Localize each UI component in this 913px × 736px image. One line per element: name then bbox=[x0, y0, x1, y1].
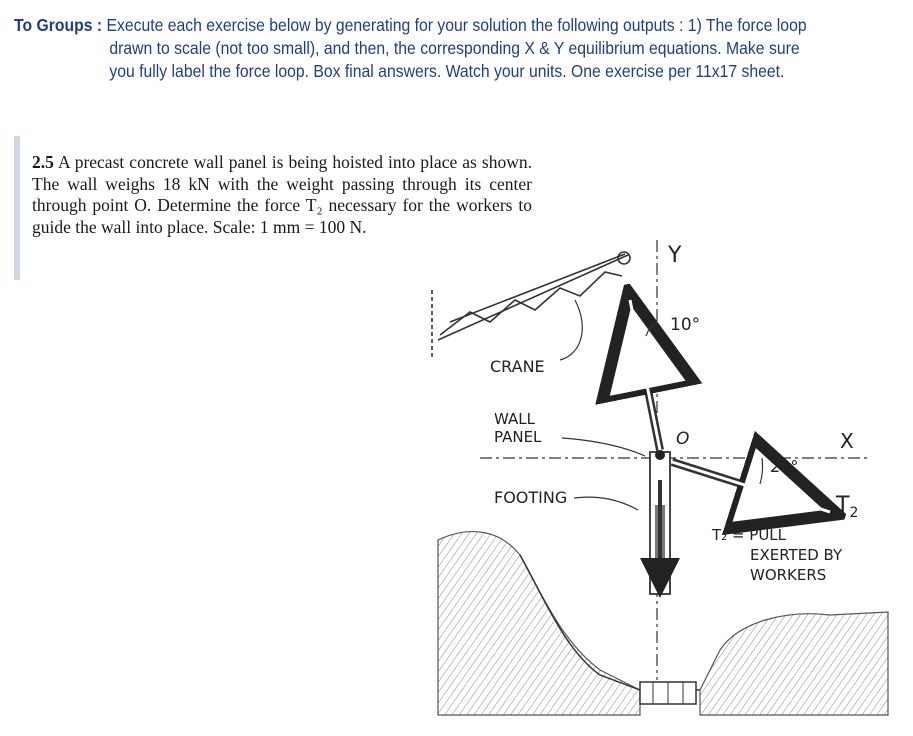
panel-label: PANEL bbox=[494, 428, 542, 446]
angle-top-label: 10° bbox=[670, 315, 701, 335]
instructions-line-2: drawn to scale (not too small), and then, the corresponding X & Y equilibrium equations. Make sure bbox=[109, 38, 800, 58]
angle-arc-top bbox=[646, 322, 657, 336]
x-axis-label: X bbox=[840, 429, 854, 453]
wall-label: WALL bbox=[494, 410, 535, 428]
problem-number: 2.5 bbox=[32, 152, 54, 172]
ground-right bbox=[700, 612, 888, 715]
t2-label bbox=[835, 493, 858, 521]
problem-body: A precast concrete wall panel is being hoisted into place as shown. The wall weighs 18 kN with the weight passing through its center through point O. Determine the force T₂ necessary for the workers to guide the wall into place. Scale: 1 mm = 100 N. bbox=[32, 152, 532, 237]
note-line-1: T₂ = PULL bbox=[712, 526, 787, 544]
instructions-line-1: Execute each exercise below by generating for your solution the following outputs : 1) The force loop bbox=[106, 15, 807, 35]
t2-letter: T bbox=[836, 493, 850, 518]
note-line-2: EXERTED BY bbox=[750, 546, 843, 564]
point-o-label: O bbox=[676, 429, 690, 449]
ground-left bbox=[438, 532, 640, 715]
angle-arc-right bbox=[760, 458, 763, 484]
t2-subscript: 2 bbox=[849, 505, 859, 521]
crane-boom bbox=[432, 252, 630, 360]
instructions-label: To Groups : bbox=[14, 15, 103, 35]
crane-leader bbox=[560, 300, 582, 360]
point-o bbox=[655, 450, 665, 460]
note-line-3: WORKERS bbox=[750, 566, 827, 584]
footing-label: FOOTING bbox=[494, 488, 568, 507]
y-axis-label: Y bbox=[668, 243, 682, 268]
crane-label: CRANE bbox=[490, 357, 545, 376]
angle-right-label: 20° bbox=[770, 457, 799, 476]
instructions-line-3: you fully label the force loop. Box final answers. Watch your units. One exercise per 11x17 sheet. bbox=[109, 61, 785, 81]
